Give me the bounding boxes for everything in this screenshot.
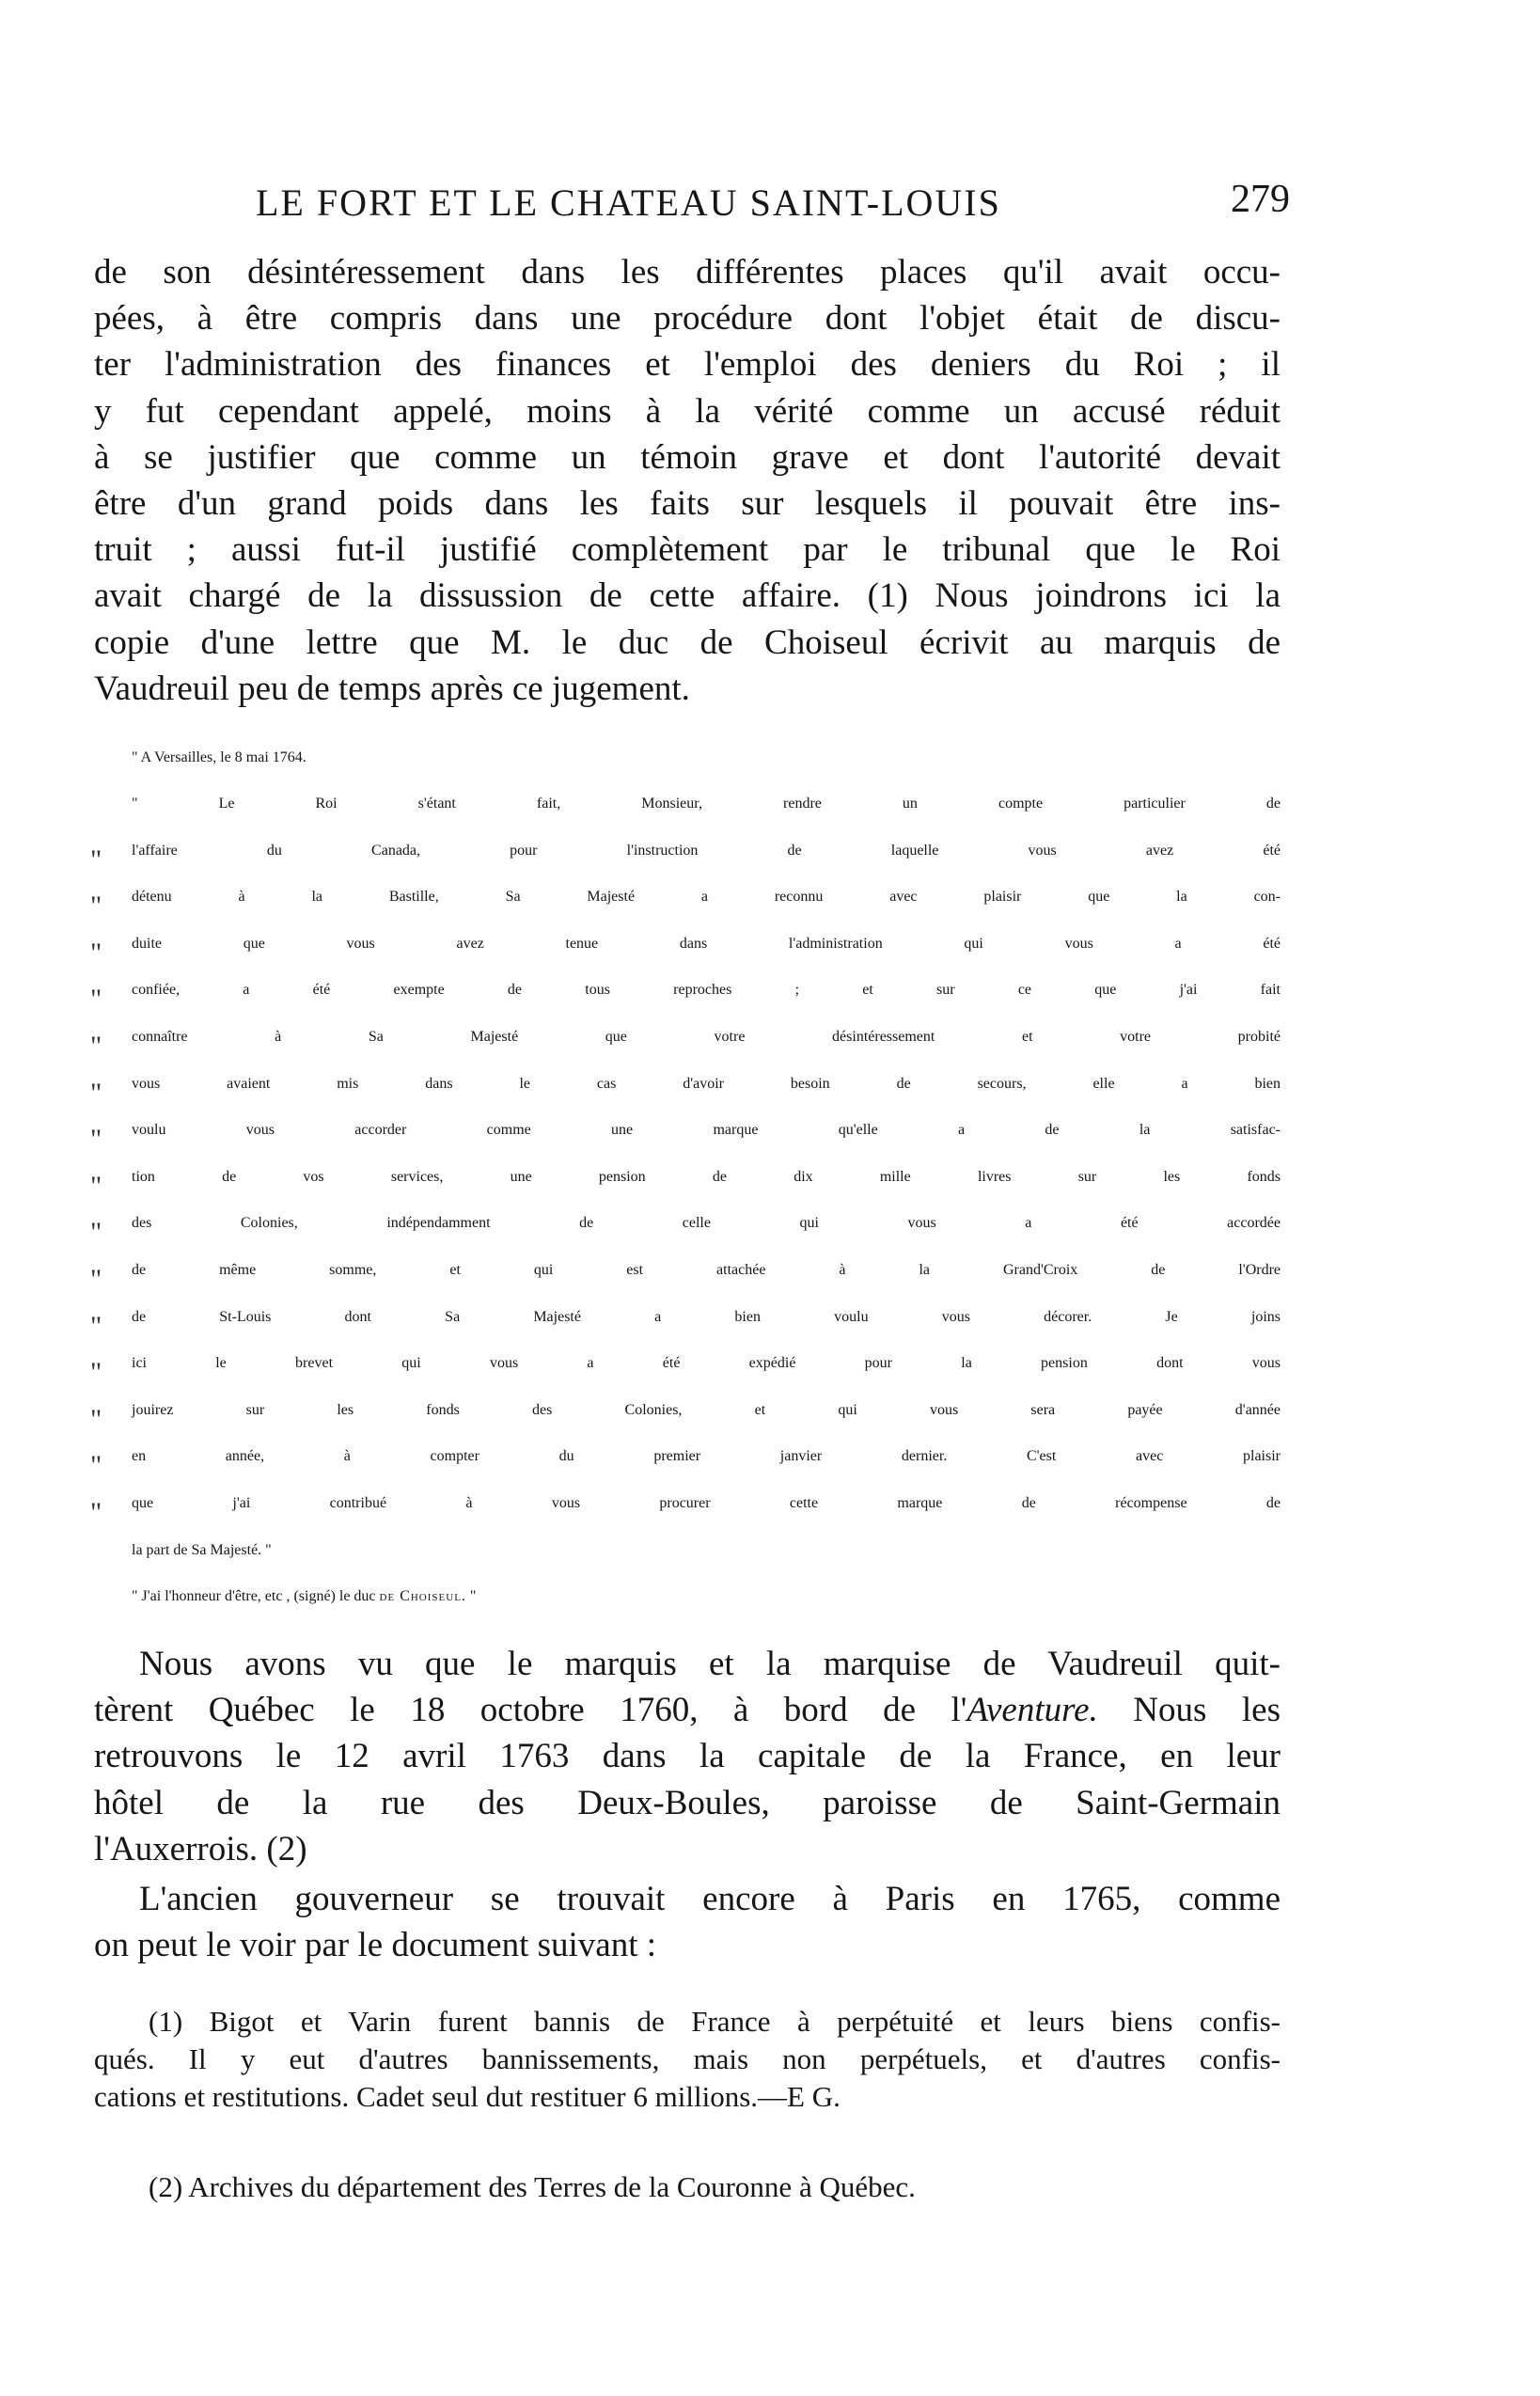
text-line: retrouvons le 12 avril 1763 dans la capitale de la France, en leur xyxy=(94,1737,1281,1776)
letter-dateline-block xyxy=(132,749,1281,796)
quote-mark: " xyxy=(90,1170,102,1202)
letter-line xyxy=(90,889,1281,936)
letter-line xyxy=(90,1494,1281,1542)
quote-mark: " xyxy=(90,891,102,922)
footnote-line: (2) Archives du département des Terres de la Couronne à Québec. xyxy=(149,2170,916,2203)
running-title: LE FORT ET LE CHATEAU SAINT-LOUIS xyxy=(256,181,1001,224)
page-number: 279 xyxy=(1231,178,1290,221)
letter-line-text: ici le brevet qui vous a été expédié pour la pension dont vous xyxy=(132,1355,1281,1372)
letter-line xyxy=(90,1401,1281,1449)
letter-line xyxy=(90,1122,1281,1169)
footnote-2 xyxy=(94,2168,1281,2206)
text-line: hôtel de la rue des Deux-Boules, paroisse de Saint-Germain xyxy=(94,1783,1281,1822)
letter-line xyxy=(90,1168,1281,1216)
text-line: à se justifier que comme un témoin grave et dont l'autorité devait xyxy=(94,437,1281,477)
text-line: être d'un grand poids dans les faits sur lesquels il pouvait être ins- xyxy=(94,483,1281,523)
signature: de Choiseul. xyxy=(379,1588,466,1605)
text-line: ter l'administration des finances et l'emploi des deniers du Roi ; il xyxy=(94,345,1281,385)
quote-mark: " xyxy=(90,1450,102,1482)
quote-mark: " xyxy=(90,1077,102,1109)
quote-mark: " xyxy=(90,1263,102,1295)
letter-line-text: des Colonies, indépendamment de celle qui vous a été accordée xyxy=(132,1215,1281,1232)
letter-line xyxy=(90,1028,1281,1076)
text-line: de son désintéressement dans les différentes places qu'il avait occu- xyxy=(94,253,1281,292)
letter-line-text: la part de Sa Majesté. " xyxy=(132,1541,272,1558)
text-line: copie d'une lettre que M. le duc de Choiseul écrivit au marquis de xyxy=(94,623,1281,662)
letter-line xyxy=(90,1308,1281,1356)
letter-line-text: jouirez sur les fonds des Colonies, et qui vous sera payée d'année xyxy=(132,1401,1281,1418)
text-line: l'Auxerrois. (2) xyxy=(94,1829,307,1868)
letter-line xyxy=(90,842,1281,890)
quote-mark: " xyxy=(90,1310,102,1342)
text-line: y fut cependant appelé, moins à la vérité comme un accusé réduit xyxy=(94,391,1281,431)
running-head xyxy=(256,178,1290,237)
quote-mark: " xyxy=(90,1496,102,1528)
letter-line xyxy=(90,1448,1281,1495)
letter-line-text: duite que vous avez tenue dans l'administration qui vous a été xyxy=(132,935,1281,952)
letter-line-text: confiée, a été exempte de tous reproches ; et sur ce que j'ai fait xyxy=(132,982,1281,999)
text-segment: Nous les xyxy=(1097,1691,1281,1730)
letter-line xyxy=(90,1215,1281,1262)
footnote-line: (1) Bigot et Varin furent bannis de France à perpétuité et leurs biens confis- xyxy=(149,2005,1281,2038)
paragraph-3 xyxy=(94,1876,1281,1968)
paragraph-1 xyxy=(94,249,1281,712)
letter-line-text: tion de vos services, une pension de dix mille livres sur les fonds xyxy=(132,1168,1281,1185)
footnote-line: cations et restitutions. Cadet seul dut restituer 6 millions.—E G. xyxy=(94,2080,841,2113)
text-line: L'ancien gouverneur se trouvait encore à Paris en 1765, comme xyxy=(139,1880,1281,1918)
letter-line xyxy=(132,1542,1281,1589)
ship-name: Aventure. xyxy=(966,1691,1098,1730)
letter-line xyxy=(90,982,1281,1029)
text-line: on peut le voir par le document suivant : xyxy=(94,1926,657,1965)
letter-line-text: de St-Louis dont Sa Majesté a bien voulu vous décorer. Je joins xyxy=(132,1308,1281,1325)
quote-mark: " xyxy=(90,843,102,875)
quote-mark: " xyxy=(90,1124,102,1156)
letter-line xyxy=(90,1075,1281,1123)
text-line: avait chargé de la dissussion de cette affaire. (1) Nous joindrons ici la xyxy=(94,576,1281,616)
quote-mark: " xyxy=(90,1357,102,1389)
quote-mark: " xyxy=(90,984,102,1016)
letter-line-text: connaître à Sa Majesté que votre désintéressement et votre probité xyxy=(132,1028,1281,1045)
text-line xyxy=(94,1687,1281,1733)
quote-mark: " xyxy=(90,1217,102,1249)
letter-line-text: détenu à la Bastille, Sa Majesté a reconnu avec plaisir que la con- xyxy=(132,889,1281,906)
closing-quote: " xyxy=(465,1588,477,1605)
letter-line-text: que j'ai contribué à vous procurer cette marque de récompense de xyxy=(132,1494,1281,1511)
letter-body xyxy=(90,796,1281,1635)
letter-line-text: vous avaient mis dans le cas d'avoir besoin de secours, elle a bien xyxy=(132,1075,1281,1092)
letter-line xyxy=(90,935,1281,983)
text-segment: tèrent Québec le 18 octobre 1760, à bord de l' xyxy=(94,1691,967,1730)
paragraph-2 xyxy=(94,1641,1281,1872)
letter-line xyxy=(90,1261,1281,1309)
quote-mark: " xyxy=(90,937,102,969)
letter-line-text: en année, à compter du premier janvier dernier. C'est avec plaisir xyxy=(132,1448,1281,1465)
quote-mark: " xyxy=(90,1030,102,1062)
letter-line xyxy=(90,1355,1281,1402)
closing-text: " J'ai l'honneur d'être, etc , (signé) le duc xyxy=(132,1588,380,1605)
footnote-1 xyxy=(94,2003,1281,2116)
letter-line-text: " Le Roi s'étant fait, Monsieur, rendre un compte particulier de xyxy=(132,796,1281,812)
text-line: Nous avons vu que le marquis et la marquise de Vaudreuil quit- xyxy=(139,1645,1281,1683)
letter-closing xyxy=(132,1588,1281,1635)
letter-line-text: de même somme, et qui est attachée à la Grand'Croix de l'Ordre xyxy=(132,1261,1281,1278)
text-line: Vaudreuil peu de temps après ce jugement. xyxy=(94,669,690,708)
letter-line xyxy=(132,796,1281,843)
quote-mark: " xyxy=(90,1403,102,1435)
footnote-line: qués. Il y eut d'autres bannissements, mais non perpétuels, et d'autres confis- xyxy=(94,2042,1281,2075)
letter-dateline: " A Versailles, le 8 mai 1764. xyxy=(132,749,306,765)
text-line: pées, à être compris dans une procédure dont l'objet était de discu- xyxy=(94,299,1281,339)
footnotes xyxy=(94,2003,1281,2206)
letter-line-text: l'affaire du Canada, pour l'instruction de laquelle vous avez été xyxy=(132,842,1281,859)
letter-line-text: voulu vous accorder comme une marque qu'elle a de la satisfac- xyxy=(132,1122,1281,1139)
text-line: truit ; aussi fut-il justifié complètement par le tribunal que le Roi xyxy=(94,530,1281,570)
